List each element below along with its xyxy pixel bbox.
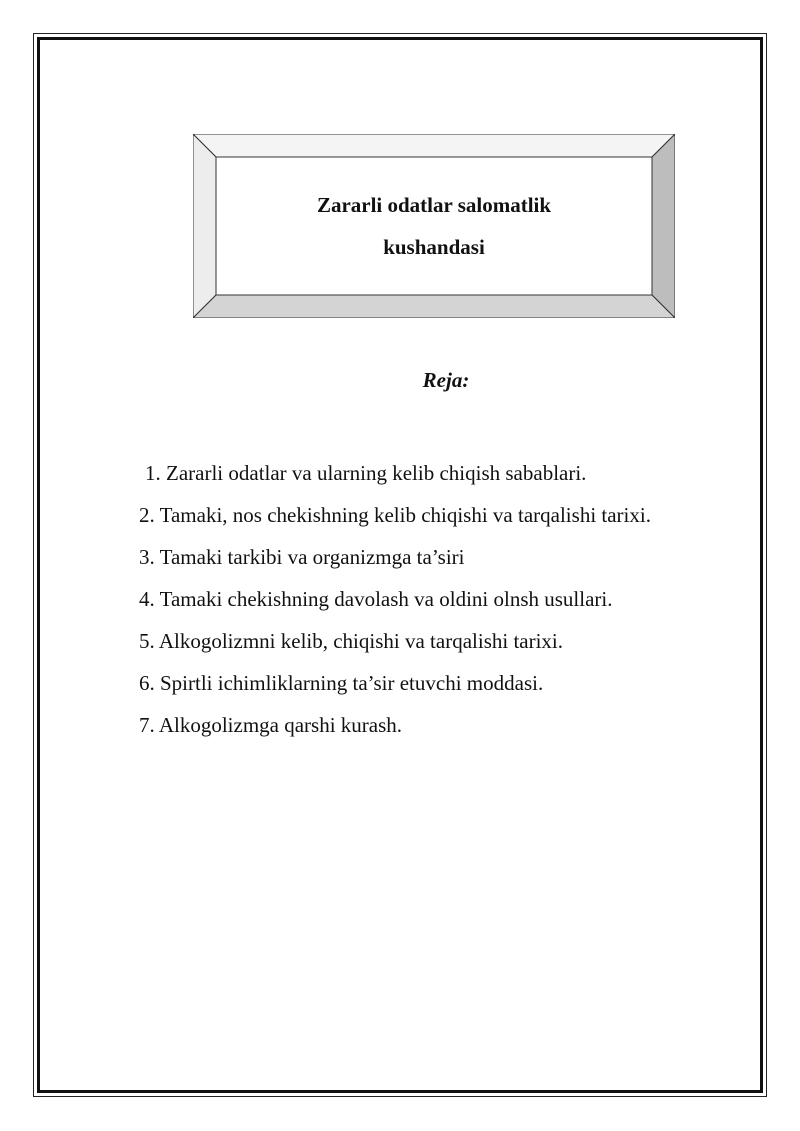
title-line-2: kushandasi: [383, 235, 485, 259]
bevel-top: [193, 134, 675, 157]
title-box: [193, 134, 675, 318]
plan-list: [139, 452, 651, 746]
plan-item: 5. Alkogolizmni kelib, chiqishi va tarqalishi tarixi.: [139, 629, 564, 653]
plan-item: 1. Zararli odatlar va ularning kelib chiqish sabablari.: [145, 461, 587, 485]
plan-item: 3. Tamaki tarkibi va organizmga ta’siri: [139, 545, 465, 569]
bevel-left: [193, 134, 216, 318]
bevel-bottom: [193, 295, 675, 318]
title-line-1: Zararli odatlar salomatlik: [316, 193, 552, 217]
document-title: [216, 157, 652, 295]
plan-heading: Reja:: [422, 368, 470, 392]
plan-item: 7. Alkogolizmga qarshi kurash.: [139, 713, 403, 737]
plan-item: 6. Spirtli ichimliklarning ta’sir etuvchi moddasi.: [139, 671, 544, 695]
plan-item: 2. Tamaki, nos chekishning kelib chiqishi va tarqalishi tarixi.: [139, 503, 651, 527]
plan-item: 4. Tamaki chekishning davolash va oldini olnsh usullari.: [139, 587, 613, 611]
bevel-right: [652, 134, 675, 318]
